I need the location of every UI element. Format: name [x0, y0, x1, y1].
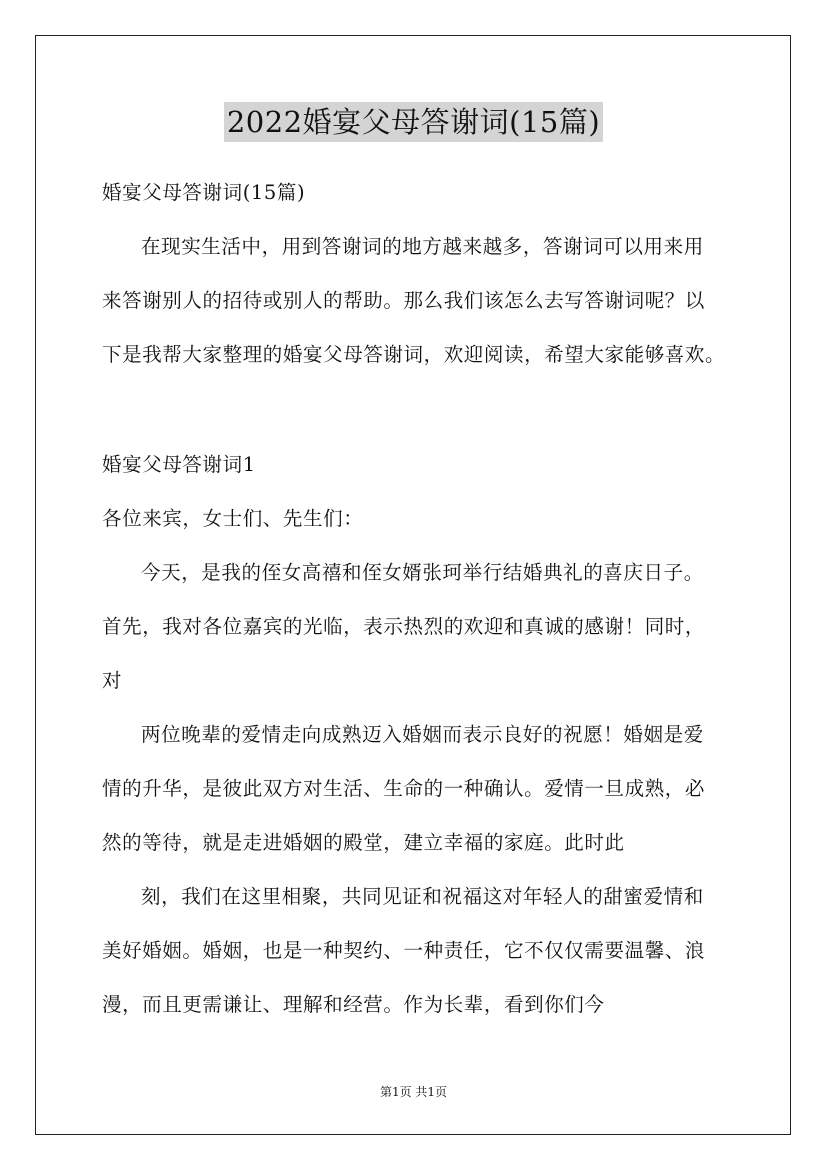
- page-footer: 第1页 共1页: [379, 1085, 448, 1099]
- body-line: 美好婚姻。婚姻，也是一种契约、一种责任，它不仅仅需要温馨、浪: [102, 939, 706, 962]
- body-line: 刻，我们在这里相聚，共同见证和祝福这对年轻人的甜蜜爱情和: [141, 885, 704, 908]
- body-line: 然的等待，就是走进婚姻的殿堂，建立幸福的家庭。此时此: [102, 831, 625, 854]
- body-line: 情的升华，是彼此双方对生活、生命的一种确认。爱情一旦成熟，必: [102, 777, 706, 800]
- body-line: 漫，而且更需谦让、理解和经营。作为长辈，看到你们今: [102, 993, 605, 1016]
- body-line: 对: [102, 669, 123, 692]
- greeting: 各位来宾，女士们、先生们：: [102, 507, 364, 530]
- section-heading: 婚宴父母答谢词1: [102, 453, 256, 476]
- intro-line: 在现实生活中，用到答谢词的地方越来越多，答谢词可以用来用: [141, 235, 704, 258]
- body-line: 首先，我对各位嘉宾的光临，表示热烈的欢迎和真诚的感谢！同时，: [102, 615, 706, 638]
- intro-line: 下是我帮大家整理的婚宴父母答谢词，欢迎阅读，希望大家能够喜欢。: [102, 343, 726, 366]
- body-line: 两位晚辈的爱情走向成熟迈入婚姻而表示良好的祝愿！婚姻是爱: [141, 723, 704, 746]
- document-title: 2022婚宴父母答谢词(15篇): [224, 102, 603, 142]
- intro-line: 来答谢别人的招待或别人的帮助。那么我们该怎么去写答谢词呢？以: [102, 289, 706, 312]
- document-subtitle: 婚宴父母答谢词(15篇): [102, 181, 306, 204]
- body-line: 今天，是我的侄女高禧和侄女婿张珂举行结婚典礼的喜庆日子。: [141, 561, 704, 584]
- title-container: [0, 102, 827, 142]
